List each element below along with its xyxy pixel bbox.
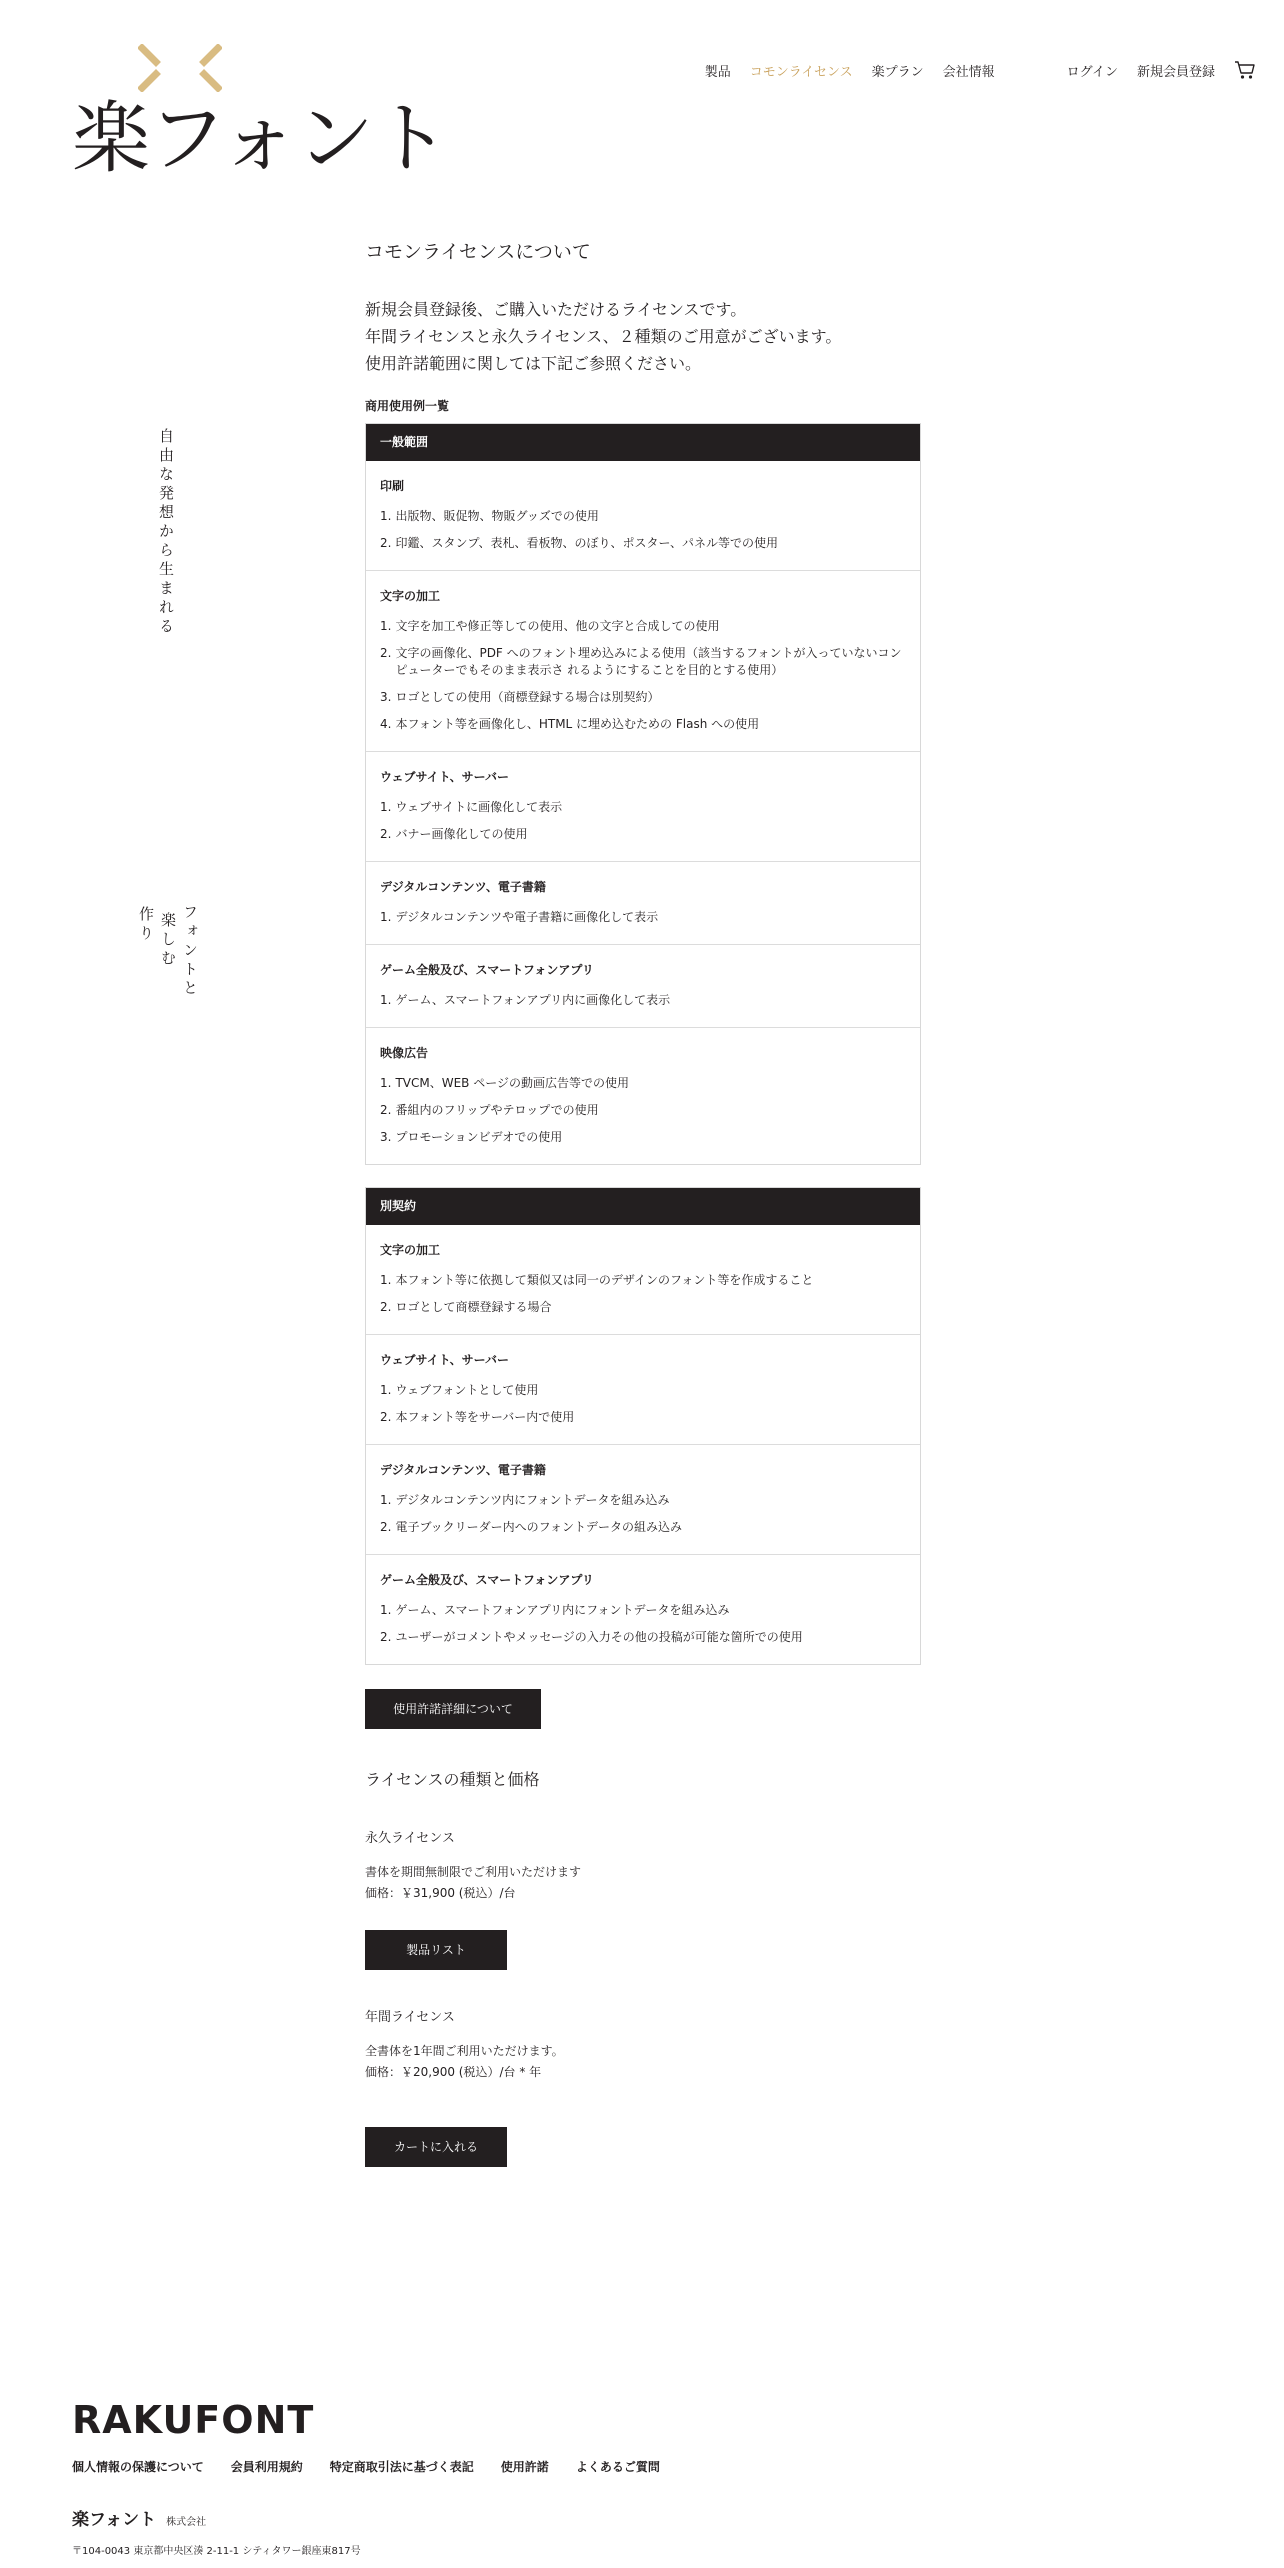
license-item-title: ゲーム全般及び、スマートフォンアプリ bbox=[380, 963, 594, 977]
license-item-line bbox=[380, 1272, 906, 1289]
top-navigation bbox=[705, 60, 1256, 80]
license-item-number: 3. bbox=[380, 690, 392, 704]
license-item-title: ウェブサイト、サーバー bbox=[380, 1353, 510, 1367]
separate-contract-header: 別契約 bbox=[366, 1188, 920, 1225]
license-item-line bbox=[380, 1409, 906, 1426]
license-item-number: 2. bbox=[380, 1520, 392, 1534]
main-content bbox=[365, 238, 921, 2167]
license-item-text: バナー画像化しての使用 bbox=[395, 827, 528, 841]
license-item-number: 3. bbox=[380, 1130, 392, 1144]
license-item bbox=[366, 1225, 920, 1334]
add-to-cart-button[interactable]: カートに入れる bbox=[365, 2127, 507, 2167]
side-text-lower-left: 作り bbox=[137, 906, 155, 944]
license-item-number: 1. bbox=[380, 1383, 392, 1397]
license-item bbox=[366, 1334, 920, 1444]
license-item-title: デジタルコンテンツ、電子書籍 bbox=[380, 880, 546, 894]
site-logo[interactable] bbox=[72, 44, 449, 184]
license-item-text: ロゴとしての使用（商標登録する場合は別契約） bbox=[395, 690, 660, 704]
license-item-number: 1. bbox=[380, 1273, 392, 1287]
footer-company-name: 楽フォント bbox=[72, 2510, 157, 2530]
license-item-title: 文字の加工 bbox=[380, 589, 441, 603]
side-text-lower-right: フォントと bbox=[181, 904, 199, 999]
license-item-text: TVCM、WEB ページの動画広告等での使用 bbox=[395, 1076, 629, 1090]
license-item-line bbox=[380, 799, 906, 816]
license-item-text: 文字の画像化、PDF へのフォント埋め込みによる使用（該当するフォントが入っていないコンピューターでもそのまま表示さ れるようにすることを目的とする使用） bbox=[395, 646, 902, 677]
footer-link-privacy[interactable]: 個人情報の保護について bbox=[72, 2460, 204, 2474]
license-item-line bbox=[380, 1382, 906, 1399]
footer-link-faq[interactable]: よくあるご質問 bbox=[575, 2460, 660, 2474]
annual-license-price: 価格：￥20,900 (税込）/台 * 年 bbox=[365, 2065, 542, 2079]
license-item bbox=[366, 1554, 920, 1664]
intro-line: 年間ライセンスと永久ライセンス、２種類のご用意がございます。 bbox=[365, 327, 842, 346]
footer-company-suffix: 株式会社 bbox=[166, 2517, 207, 2528]
license-item-line bbox=[380, 1075, 906, 1092]
footer-links bbox=[72, 2458, 687, 2475]
nav-login[interactable]: ログイン bbox=[1066, 64, 1118, 80]
license-item-text: デジタルコンテンツや電子書籍に画像化して表示 bbox=[395, 910, 659, 924]
license-item-text: ユーザーがコメントやメッセージの入力その他の投稿が可能な箇所での使用 bbox=[395, 1630, 803, 1644]
license-item-number: 1. bbox=[380, 1493, 392, 1507]
license-item-title: 文字の加工 bbox=[380, 1243, 441, 1257]
license-item-line bbox=[380, 1129, 906, 1146]
page-title: コモンライセンスについて bbox=[365, 241, 591, 263]
license-item-line bbox=[380, 1602, 906, 1619]
nav-register[interactable]: 新規会員登録 bbox=[1136, 64, 1215, 80]
product-list-button[interactable]: 製品リスト bbox=[365, 1930, 507, 1970]
footer-link-commercial-law[interactable]: 特定商取引法に基づく表記 bbox=[329, 2460, 474, 2474]
license-item-line bbox=[380, 508, 906, 525]
footer-address: 〒104-0043 東京都中央区湊 2-11-1 シティタワー銀座東817号 bbox=[72, 2546, 361, 2557]
footer-link-license[interactable]: 使用許諾 bbox=[500, 2460, 549, 2474]
license-item bbox=[366, 944, 920, 1027]
annual-license-title: 年間ライセンス bbox=[365, 2010, 455, 2025]
nav-raku-plan[interactable]: 楽プラン bbox=[871, 64, 924, 80]
annual-license-desc: 全書体を1年間ご利用いただけます。 bbox=[365, 2044, 564, 2058]
license-item-line bbox=[380, 1629, 906, 1646]
license-item-line bbox=[380, 618, 906, 635]
license-item-number: 4. bbox=[380, 717, 392, 731]
footer-company bbox=[72, 2505, 206, 2530]
license-item-text: 本フォント等をサーバー内で使用 bbox=[395, 1410, 575, 1424]
license-item-number: 1. bbox=[380, 1076, 392, 1090]
license-item-text: ウェブフォントとして使用 bbox=[395, 1383, 539, 1397]
license-item-line bbox=[380, 1492, 906, 1509]
pricing-title: ライセンスの種類と価格 bbox=[365, 1770, 540, 1789]
separate-contract-table bbox=[365, 1187, 921, 1665]
license-item bbox=[366, 570, 920, 751]
logo-mark bbox=[138, 44, 222, 92]
license-item-number: 1. bbox=[380, 800, 392, 814]
license-item-line bbox=[380, 992, 906, 1009]
intro-line: 新規会員登録後、ご購入いただけるライセンスです。 bbox=[365, 300, 747, 319]
license-item-number: 2. bbox=[380, 827, 392, 841]
license-item-line bbox=[380, 1102, 906, 1119]
license-item-line bbox=[380, 535, 906, 552]
license-item-title: 印刷 bbox=[380, 479, 405, 493]
license-item-line bbox=[380, 909, 906, 926]
side-text-upper: 自由な発想から生まれる bbox=[157, 428, 175, 637]
license-item-title: ゲーム全般及び、スマートフォンアプリ bbox=[380, 1573, 594, 1587]
license-item bbox=[366, 461, 920, 570]
license-details-button[interactable]: 使用許諾詳細について bbox=[365, 1689, 541, 1729]
license-item-number: 2. bbox=[380, 1410, 392, 1424]
license-item-number: 1. bbox=[380, 509, 392, 523]
license-item-line bbox=[380, 689, 906, 706]
license-item-text: ウェブサイトに画像化して表示 bbox=[395, 800, 563, 814]
license-item-line bbox=[380, 645, 906, 679]
perpetual-license-title: 永久ライセンス bbox=[365, 1831, 455, 1846]
general-scope-table bbox=[365, 423, 921, 1165]
license-item-text: 番組内のフリップやテロップでの使用 bbox=[395, 1103, 599, 1117]
license-item-number: 2. bbox=[380, 1103, 392, 1117]
footer-link-member-terms[interactable]: 会員利用規約 bbox=[230, 2460, 303, 2474]
side-text-lower-mid: 楽しむ bbox=[159, 912, 177, 969]
license-item bbox=[366, 861, 920, 944]
perpetual-license-price: 価格：￥31,900 (税込）/台 bbox=[365, 1886, 516, 1900]
license-item-text: 電子ブックリーダー内へのフォントデータの組み込み bbox=[395, 1520, 683, 1534]
license-item-number: 1. bbox=[380, 1603, 392, 1617]
license-item-title: ウェブサイト、サーバー bbox=[380, 770, 510, 784]
intro-text bbox=[365, 296, 921, 377]
nav-common-license[interactable]: コモンライセンス bbox=[749, 64, 853, 80]
license-item bbox=[366, 1444, 920, 1554]
license-item-text: 出版物、販促物、物販グッズでの使用 bbox=[395, 509, 599, 523]
footer-brand[interactable]: RAKUFONT bbox=[72, 2398, 315, 2442]
perpetual-license-desc: 書体を期間無制限でご利用いただけます bbox=[365, 1865, 582, 1879]
license-item-text: 本フォント等を画像化し、HTML に埋め込むための Flash への使用 bbox=[395, 717, 760, 731]
license-item-text: デジタルコンテンツ内にフォントデータを組み込み bbox=[395, 1493, 670, 1507]
license-item bbox=[366, 1027, 920, 1164]
license-item-line bbox=[380, 1519, 906, 1536]
license-item-line bbox=[380, 1299, 906, 1316]
intro-line: 使用許諾範囲に関しては下記ご参照ください。 bbox=[365, 354, 702, 373]
license-item-number: 2. bbox=[380, 536, 392, 550]
license-item-text: ゲーム、スマートフォンアプリ内にフォントデータを組み込み bbox=[395, 1603, 730, 1617]
license-item-number: 2. bbox=[380, 646, 392, 660]
license-item-number: 2. bbox=[380, 1630, 392, 1644]
license-item bbox=[366, 751, 920, 861]
license-item-text: 文字を加工や修正等しての使用、他の文字と合成しての使用 bbox=[395, 619, 720, 633]
license-item-title: 映像広告 bbox=[380, 1046, 429, 1060]
nav-company-info[interactable]: 会社情報 bbox=[942, 64, 995, 80]
license-item-text: ゲーム、スマートフォンアプリ内に画像化して表示 bbox=[395, 993, 671, 1007]
logo-wordmark: 楽フォント bbox=[72, 94, 449, 184]
license-item-line bbox=[380, 826, 906, 843]
license-item-number: 2. bbox=[380, 1300, 392, 1314]
nav-products[interactable]: 製品 bbox=[704, 64, 731, 80]
general-scope-header: 一般範囲 bbox=[366, 424, 920, 461]
license-item-number: 1. bbox=[380, 619, 392, 633]
cart-icon[interactable] bbox=[1234, 60, 1256, 80]
license-item-line bbox=[380, 716, 906, 733]
license-item-text: ロゴとして商標登録する場合 bbox=[395, 1300, 552, 1314]
license-item-text: 印鑑、スタンプ、表札、看板物、のぼり、ポスター、パネル等での使用 bbox=[395, 536, 779, 550]
license-item-number: 1. bbox=[380, 993, 392, 1007]
license-item-number: 1. bbox=[380, 910, 392, 924]
license-item-text: 本フォント等に依拠して類似又は同一のデザインのフォント等を作成すること bbox=[395, 1273, 814, 1287]
license-item-text: プロモーションビデオでの使用 bbox=[395, 1130, 563, 1144]
commercial-use-label: 商用使用例一覧 bbox=[365, 399, 450, 413]
license-item-title: デジタルコンテンツ、電子書籍 bbox=[380, 1463, 546, 1477]
